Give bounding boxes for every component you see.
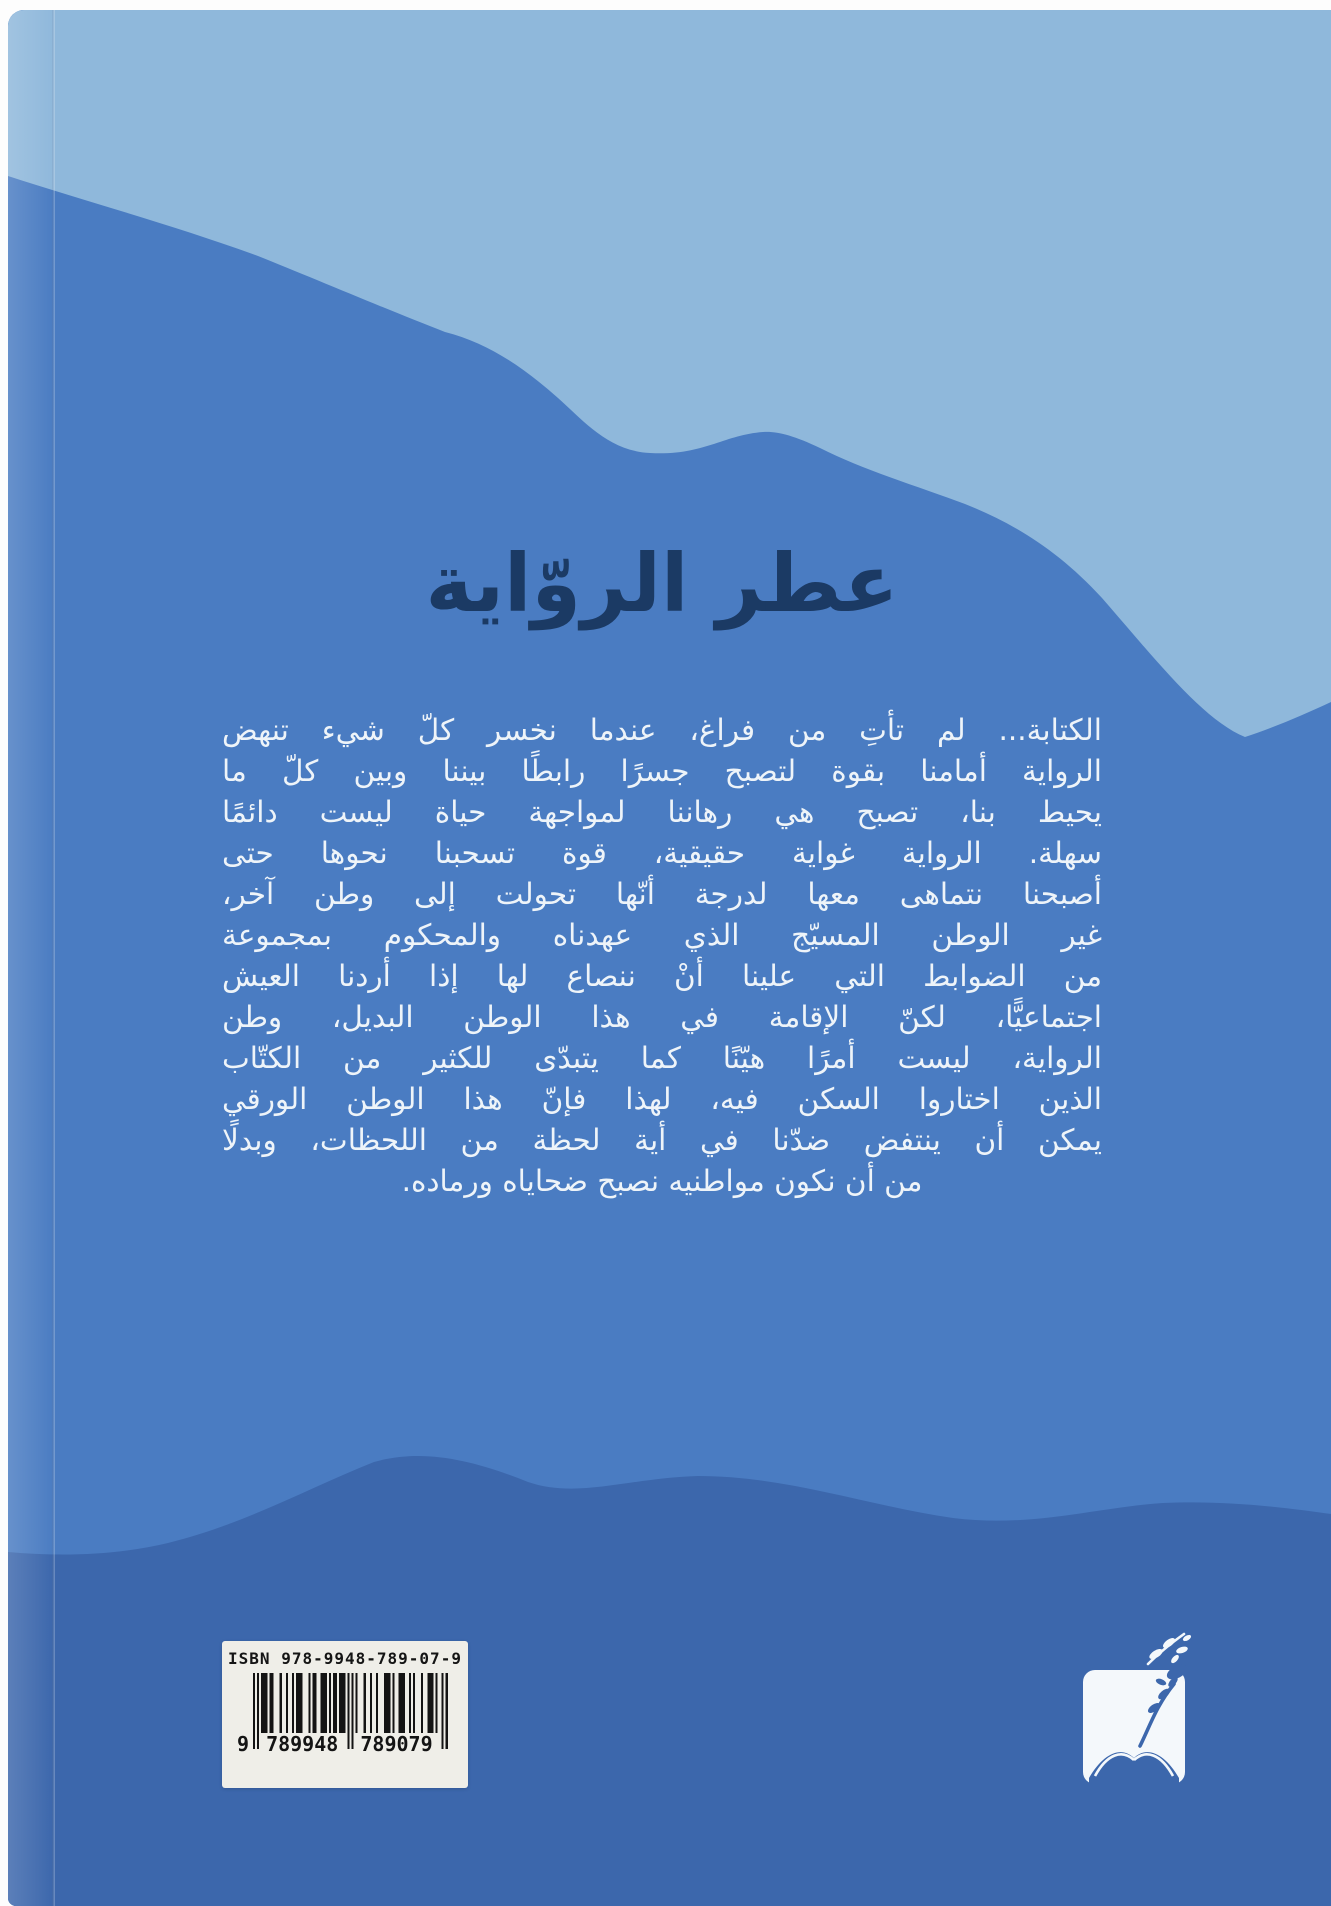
barcode-bar xyxy=(388,1673,390,1733)
barcode-bar xyxy=(370,1673,372,1733)
barcode-bar xyxy=(335,1673,337,1733)
barcode-bar xyxy=(325,1673,327,1733)
barcode-bar xyxy=(442,1673,444,1749)
barcode-bar xyxy=(427,1673,429,1733)
blurb-line: اجتماعيًّا، لكنّ الإقامة في هذا الوطن البديل، وطن xyxy=(222,1000,1102,1034)
blurb-line: يحيط بنا، تصبح هي رهاننا لمواجهة حياة ليست دائمًا xyxy=(222,795,1102,829)
barcode-bar xyxy=(429,1673,431,1733)
blurb-line: يمكن أن ينتفض ضدّنا في أية لحظة من اللحظات، وبدلًا xyxy=(222,1123,1102,1157)
barcode-bar xyxy=(296,1673,298,1733)
barcode-bar xyxy=(384,1673,386,1733)
back-cover xyxy=(8,10,1331,1906)
barcode-bar xyxy=(271,1673,273,1733)
barcode-bar xyxy=(300,1673,302,1733)
barcode-bar xyxy=(323,1673,325,1733)
barcode-bar xyxy=(351,1673,353,1749)
barcode-bar xyxy=(347,1673,349,1749)
book-title: عطر الروّاية xyxy=(425,537,899,630)
barcode-bar xyxy=(413,1673,415,1733)
barcode-bar xyxy=(401,1673,403,1733)
barcode-bar xyxy=(292,1673,294,1733)
isbn-text: ISBN 978-9948-789-07-9 xyxy=(228,1649,462,1668)
barcode-bar xyxy=(315,1673,317,1733)
barcode-bar xyxy=(312,1673,314,1733)
barcode-bar xyxy=(321,1673,323,1733)
blurb-line: غير الوطن المسيّج الذي عهدناه والمحكوم بمجموعة xyxy=(222,918,1102,952)
blurb-line: من الضوابط التي علينا أنْ ننصاع لها إذا أردنا العيش xyxy=(222,959,1102,993)
barcode-bar xyxy=(403,1673,405,1733)
barcode-bar xyxy=(421,1673,423,1733)
barcode-bar xyxy=(263,1673,265,1733)
blurb-line: الرواية، ليست أمرًا هيّنًا كما يتبدّى للكثير من الكتّاب xyxy=(222,1041,1102,1075)
barcode-bar xyxy=(435,1673,437,1733)
blurb-line: الرواية أمامنا بقوة لتصبح جسرًا رابطًا بيننا وبين كلّ ما xyxy=(222,754,1102,788)
barcode-bar xyxy=(308,1673,310,1733)
barcode-number: 789948 xyxy=(266,1732,339,1756)
barcode-bar xyxy=(446,1673,448,1749)
barcode-bar xyxy=(286,1673,288,1733)
barcode-bar xyxy=(364,1673,366,1733)
blurb-line: سهلة. الرواية غواية حقيقية، قوة تسحبنا نحوها حتى xyxy=(222,836,1102,870)
barcode-number: 9 xyxy=(237,1732,249,1756)
barcode-bar xyxy=(376,1673,378,1733)
barcode-number: 789079 xyxy=(360,1732,433,1756)
barcode-bar xyxy=(269,1673,271,1733)
barcode-bar xyxy=(261,1673,263,1733)
barcode-bar xyxy=(392,1673,394,1733)
barcode-bar xyxy=(333,1673,335,1733)
barcode-bar xyxy=(329,1673,331,1733)
barcode-bar xyxy=(265,1673,267,1733)
blurb-line: أصبحنا نتماهى معها لدرجة أنّها تحولت إلى وطن آخر، xyxy=(222,877,1102,911)
barcode-bar xyxy=(341,1673,343,1733)
barcode-bars xyxy=(237,1671,453,1757)
barcode-bar xyxy=(399,1673,401,1733)
barcode-bar xyxy=(280,1673,282,1733)
barcode-bar xyxy=(253,1673,255,1749)
barcode-bar xyxy=(431,1673,433,1733)
barcode-bar xyxy=(409,1673,411,1733)
barcode-bar xyxy=(339,1673,341,1733)
blurb-line: الذين اختاروا السكن فيه، لهذا فإنّ هذا الوطن الورقي xyxy=(222,1082,1102,1116)
barcode-bar xyxy=(298,1673,300,1733)
barcode-label xyxy=(222,1641,468,1788)
barcode-bar xyxy=(386,1673,388,1733)
barcode-bar xyxy=(356,1673,358,1733)
blurb-line: الكتابة... لم تأتِ من فراغ، عندما نخسر كلّ شيء تنهض xyxy=(222,713,1102,747)
blurb xyxy=(222,710,1102,1202)
blurb-line: من أن نكون مواطنيه نصبح ضحاياه ورماده. xyxy=(401,1164,923,1198)
barcode-bar xyxy=(257,1673,259,1749)
barcode-bar xyxy=(343,1673,345,1733)
